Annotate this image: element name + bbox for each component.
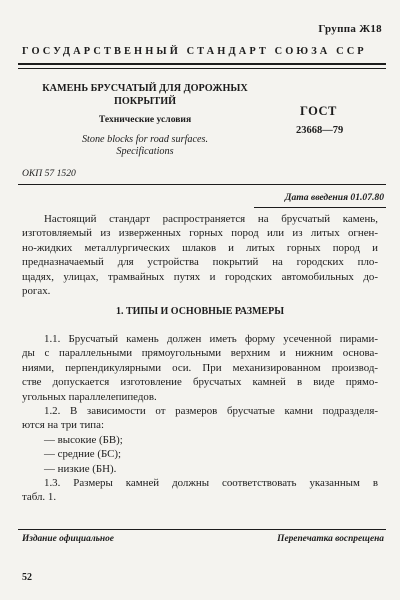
text-line: ды с параллельными прямоугольными верхним и нижним основа- [22, 347, 378, 360]
agency-header: ГОСУДАРСТВЕННЫЙ СТАНДАРТ СОЮЗА ССР [22, 46, 367, 57]
title-ru-line: КАМЕНЬ БРУСЧАТЫЙ ДЛЯ ДОРОЖНЫХ [42, 83, 248, 94]
text-line: ются на три типа: [22, 419, 104, 432]
text-line: 1.2. В зависимости от размеров брусчатые камни подразделя- [44, 405, 378, 417]
paragraph-1-3 [22, 476, 378, 505]
title-en-line: Stone blocks for road surfaces. [81, 134, 209, 145]
page-number: 52 [22, 572, 32, 583]
footer-rule [18, 529, 386, 530]
header-rule-thick [18, 63, 386, 65]
text-line: ниями, перпендикулярными оси. При механизированном производ- [22, 361, 378, 374]
title-en-line: Specifications [116, 146, 174, 157]
paragraph-1-1 [22, 332, 378, 404]
gost-label: ГОСТ [300, 104, 337, 118]
text-line: щадях, улицах, трамвайных путях и городских автомобильных до- [22, 270, 378, 283]
reprint-note: Перепечатка воспрещена [277, 534, 384, 544]
list-item: — средние (БС); [44, 448, 122, 461]
intro-date: Дата введения 01.07.80 [284, 192, 384, 203]
list-item: — низкие (БН). [44, 462, 117, 475]
text-line: угольных параллелепипедов. [22, 390, 157, 403]
section-title: 1. ТИПЫ И ОСНОВНЫЕ РАЗМЕРЫ [115, 306, 285, 317]
list-item: — высокие (БВ); [44, 433, 123, 446]
standard-title-en [40, 134, 250, 158]
edition-note: Издание официальное [22, 534, 114, 544]
group-code: Группа Ж18 [318, 23, 382, 35]
text-line: 1.1. Брусчатый камень должен иметь форму усеченной пирами- [44, 333, 378, 345]
text-line: 1.3. Размеры камней должны соответствовать указанным в [44, 477, 378, 489]
text-line: рогах. [22, 285, 51, 298]
text-line: но-жидких металлургических шлаков и литых горных пород и [22, 241, 378, 254]
text-line: табл. 1. [22, 491, 57, 504]
okp-code: ОКП 57 1520 [22, 168, 76, 179]
text-line: изготовляемый из изверженных горных пород или из литых огнен- [22, 227, 378, 240]
intro-paragraph [22, 212, 378, 298]
header-rule-thin [18, 68, 386, 69]
text-line: стве допускается изготовление брусчатых камней в виде прямо- [22, 376, 378, 389]
date-rule [254, 207, 386, 208]
okp-rule [18, 184, 386, 185]
title-ru-line: ПОКРЫТИЙ [113, 96, 177, 107]
standard-title-ru [40, 82, 250, 108]
text-line: Настоящий стандарт распространяется на брусчатый камень, [44, 213, 378, 225]
text-line: предназначаемый для устройства покрытий на городских пло- [22, 256, 378, 269]
paragraph-1-2 [22, 404, 378, 476]
gost-number: 23668—79 [296, 125, 344, 136]
tech-conditions: Технические условия [98, 114, 192, 125]
